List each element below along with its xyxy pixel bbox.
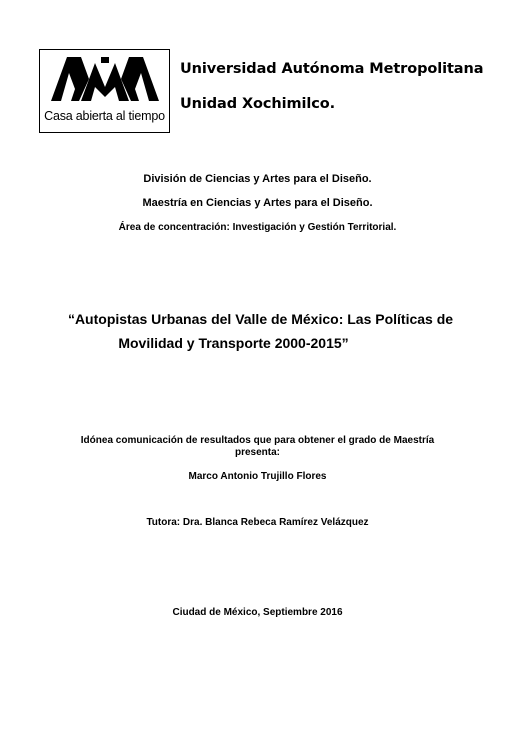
university-name: Universidad Autónoma Metropolitana: [180, 61, 484, 77]
program-line: Maestría en Ciencias y Artes para el Diseño.: [142, 197, 373, 209]
place-date: Ciudad de México, Septiembre 2016: [172, 607, 343, 618]
degree-line2: presenta:: [234, 447, 280, 458]
uam-logo: [39, 49, 170, 133]
author-name: Marco Antonio Trujillo Flores: [188, 471, 327, 482]
uam-logo-mark: [51, 57, 159, 101]
division-line: División de Ciencias y Artes para el Diseño.: [143, 173, 372, 185]
tutor-line: Tutora: Dra. Blanca Rebeca Ramírez Velázquez: [146, 517, 369, 528]
degree-line1: Idónea comunicación de resultados que para obtener el grado de Maestría: [80, 435, 435, 446]
concentration-line: Área de concentración: Investigación y Gestión Territorial.: [118, 222, 397, 233]
university-unit: Unidad Xochimilco.: [180, 96, 336, 112]
thesis-title-line1: “Autopistas Urbanas del Valle de México: Las Políticas de: [67, 311, 454, 327]
logo-tagline: Casa abierta al tiempo: [44, 109, 165, 123]
thesis-title-line2: Movilidad y Transporte 2000-2015”: [118, 335, 349, 351]
